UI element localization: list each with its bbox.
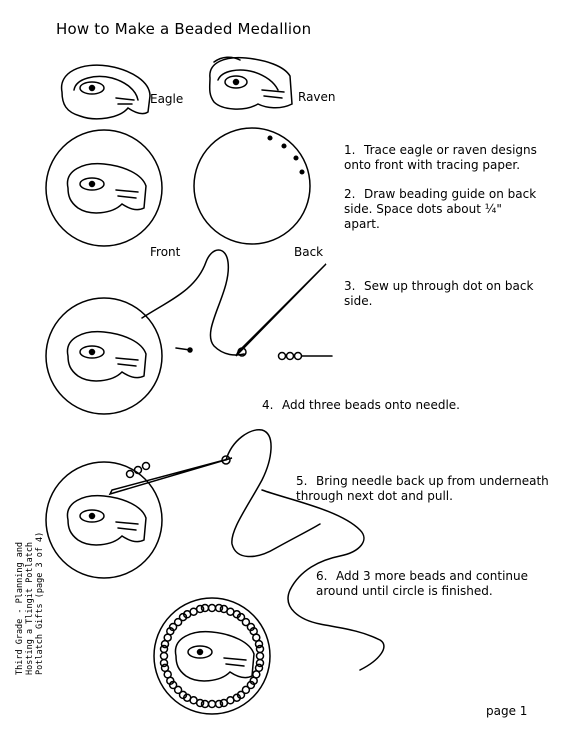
step-5 xyxy=(296,459,549,504)
step-6 xyxy=(316,554,528,599)
medallion-finished xyxy=(154,598,270,714)
step-text: Trace eagle or raven designs onto front with tracing paper. xyxy=(344,143,537,172)
step-text: Bring needle back up from underneath through next dot and pull. xyxy=(296,474,549,503)
step-number: 5. xyxy=(296,474,308,488)
back-label: Back xyxy=(294,245,324,259)
step-text: Sew up through dot on back side. xyxy=(344,279,534,308)
eagle-head-icon xyxy=(62,65,150,119)
bead xyxy=(161,653,168,660)
step-number: 3. xyxy=(344,279,356,293)
step-text: Draw beading guide on back side. Space dots about ¼" apart. xyxy=(344,187,537,231)
medallion-front xyxy=(46,130,162,246)
step-text: Add three beads onto needle. xyxy=(282,398,460,412)
step-text: Add 3 more beads and continue around until circle is finished. xyxy=(316,569,528,598)
step-4 xyxy=(262,383,460,413)
step-number: 6. xyxy=(316,569,328,583)
raven-label: Raven xyxy=(298,90,336,104)
step-1 xyxy=(344,128,537,173)
bead xyxy=(209,605,216,612)
eagle-label: Eagle xyxy=(150,92,184,106)
step-3 xyxy=(344,264,533,309)
bead xyxy=(161,660,168,667)
bead xyxy=(256,641,263,648)
raven-head-icon xyxy=(210,57,292,109)
step-2 xyxy=(344,172,536,232)
page-title: How to Make a Beaded Medallion xyxy=(56,20,312,38)
bead xyxy=(257,653,264,660)
thread-path xyxy=(142,250,244,355)
needle-icon xyxy=(110,458,232,494)
step-number: 2. xyxy=(344,187,356,201)
bead xyxy=(216,701,223,708)
page-number: page 1 xyxy=(486,704,528,718)
needle-icon xyxy=(236,264,326,356)
bead xyxy=(202,605,209,612)
bead xyxy=(209,701,216,708)
step-number: 4. xyxy=(262,398,274,412)
step-number: 1. xyxy=(344,143,356,157)
medallion-back xyxy=(194,128,310,244)
course-side-note: Third Grade - Planning and Hosting a Tlingit Potlatch Potlatch Gifts (page 3 of 4) xyxy=(15,531,45,675)
front-label: Front xyxy=(150,245,181,259)
